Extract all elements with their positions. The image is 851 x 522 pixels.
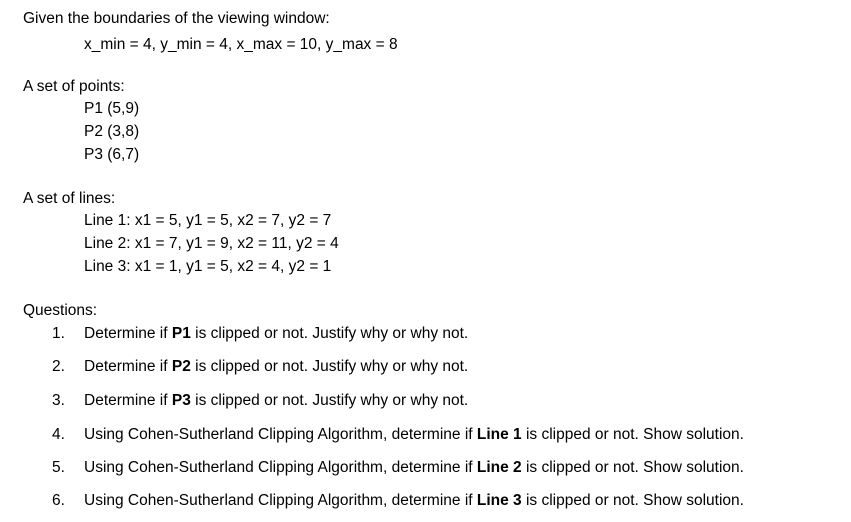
- line-item: Line 3: x1 = 1, y1 = 5, x2 = 4, y2 = 1: [84, 258, 332, 275]
- question-number: 2.: [52, 358, 65, 375]
- point-item: P1 (5,9): [84, 100, 140, 117]
- lines-heading: A set of lines:: [23, 190, 116, 207]
- points-heading: A set of points:: [23, 78, 125, 95]
- question-text: Using Cohen-Sutherland Clipping Algorithm, determine if Line 3 is clipped or not. Show solution.: [84, 492, 744, 509]
- question-text: Using Cohen-Sutherland Clipping Algorithm, determine if Line 1 is clipped or not. Show solution.: [84, 426, 744, 443]
- line-item: Line 2: x1 = 7, y1 = 9, x2 = 11, y2 = 4: [84, 235, 339, 252]
- point-item: P3 (6,7): [84, 146, 140, 163]
- question-number: 3.: [52, 392, 65, 409]
- point-item: P2 (3,8): [84, 123, 140, 140]
- question-text: Determine if P1 is clipped or not. Justify why or why not.: [84, 325, 469, 342]
- question-number: 1.: [52, 325, 65, 342]
- questions-heading: Questions:: [23, 302, 98, 319]
- window-bounds: x_min = 4, y_min = 4, x_max = 10, y_max = 8: [84, 36, 398, 53]
- question-text: Determine if P2 is clipped or not. Justify why or why not.: [84, 358, 469, 375]
- line-item: Line 1: x1 = 5, y1 = 5, x2 = 7, y2 = 7: [84, 212, 332, 229]
- question-number: 6.: [52, 492, 65, 509]
- question-number: 5.: [52, 459, 65, 476]
- question-number: 4.: [52, 426, 65, 443]
- question-text: Determine if P3 is clipped or not. Justify why or why not.: [84, 392, 469, 409]
- question-text: Using Cohen-Sutherland Clipping Algorithm, determine if Line 2 is clipped or not. Show solution.: [84, 459, 744, 476]
- window-heading: Given the boundaries of the viewing window:: [23, 10, 330, 27]
